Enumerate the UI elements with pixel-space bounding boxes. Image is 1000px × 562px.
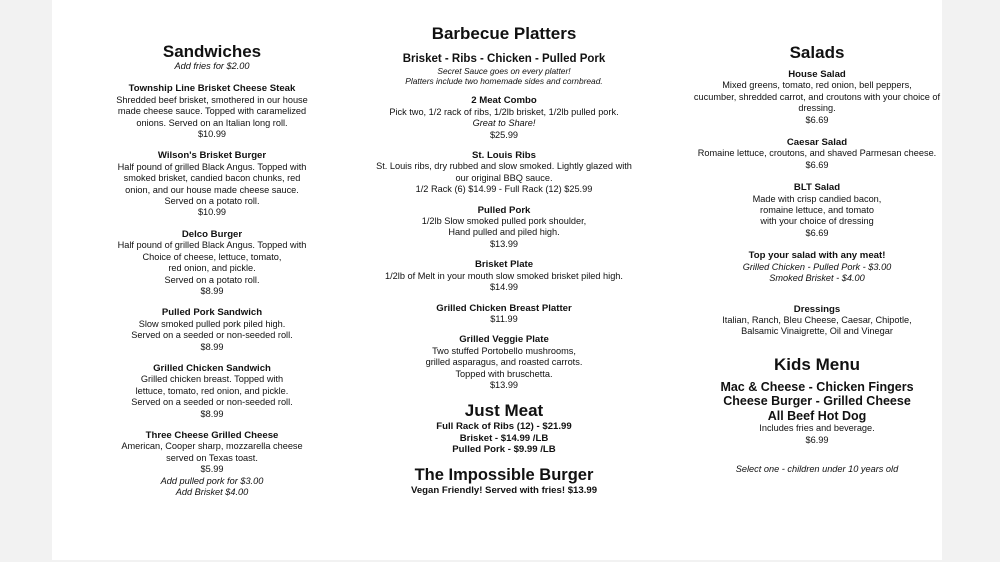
- kids-item-line: Mac & Cheese - Chicken Fingers: [720, 379, 914, 394]
- kids-menu-heading: Kids Menu: [774, 354, 860, 374]
- just-meat-line: Full Rack of Ribs (12) - $21.99: [436, 421, 572, 433]
- item-name: Grilled Chicken Sandwich: [153, 362, 271, 374]
- item-price: $6.69: [805, 159, 829, 170]
- item-name: Pulled Pork: [477, 204, 531, 216]
- item-desc-line: our original BBQ sauce.: [455, 172, 553, 183]
- menu-item-grilled-chicken-breast-platter: [364, 303, 644, 326]
- kids-menu-footer: Select one - children under 10 years old: [735, 464, 899, 475]
- item-price: $25.99: [489, 129, 519, 140]
- platters-note: Platters include two homemade sides and cornbread.: [405, 76, 603, 87]
- item-addon-note: Add Brisket $4.00: [175, 487, 249, 497]
- item-price: $13.99: [489, 238, 519, 249]
- item-desc-line: served on Texas toast.: [166, 452, 258, 463]
- impossible-burger-line: Vegan Friendly! Served with fries! $13.99: [410, 484, 598, 496]
- item-desc-line: Shredded beef brisket, smothered in our house: [116, 94, 308, 105]
- item-desc-line: American, Cooper sharp, mozzarella cheese: [121, 441, 303, 452]
- menu-item-grilled-chicken-sandwich: [92, 363, 332, 420]
- item-price: $6.69: [805, 114, 829, 125]
- sandwiches-column: [92, 0, 332, 498]
- sandwiches-subtitle: Add fries for $2.00: [174, 61, 250, 71]
- item-name: Grilled Veggie Plate: [459, 334, 549, 346]
- item-desc-line: Italian, Ranch, Bleu Cheese, Caesar, Chipotle,: [722, 314, 912, 325]
- item-name: Dressings: [793, 303, 841, 315]
- kids-item-line: Cheese Burger - Grilled Cheese: [723, 394, 911, 409]
- item-desc-line: dressing.: [798, 103, 836, 114]
- menu-item-st-louis-ribs: [364, 150, 644, 196]
- item-desc-line: onion, and our house made cheese sauce.: [125, 184, 299, 195]
- kids-menu-price: $6.99: [805, 434, 829, 445]
- item-desc-line: Served on a seeded or non-seeded roll.: [131, 397, 293, 408]
- item-desc-line: Made with crisp candied bacon,: [752, 193, 882, 204]
- platters-note: Secret Sauce goes on every platter!: [437, 66, 571, 76]
- menu-item-house-salad: [692, 69, 942, 126]
- kids-menu-items: [692, 380, 942, 424]
- item-note: Smoked Brisket - $4.00: [769, 273, 865, 284]
- impossible-burger-heading: The Impossible Burger: [414, 465, 594, 484]
- item-name: Wilson's Brisket Burger: [157, 150, 267, 162]
- item-desc-line: grilled asparagus, and roasted carrots.: [425, 357, 583, 368]
- item-name: Grilled Chicken Breast Platter: [436, 302, 572, 314]
- item-name: Caesar Salad: [786, 137, 848, 149]
- item-desc-line: made cheese sauce. Topped with caramelized: [117, 106, 307, 117]
- just-meat-line: Pulled Pork - $9.99 /LB: [452, 444, 556, 456]
- item-desc-line: red onion, and pickle.: [168, 263, 256, 274]
- item-addon-note: Add pulled pork for $3.00: [160, 475, 264, 486]
- menu-item-delco-burger: [92, 229, 332, 297]
- just-meat-heading: Just Meat: [464, 401, 544, 421]
- item-desc-line: Half pound of grilled Black Angus. Topped with: [117, 161, 307, 172]
- item-name: Pulled Pork Sandwich: [161, 307, 263, 319]
- item-name: 2 Meat Combo: [471, 95, 537, 107]
- menu-item-pulled-pork-sandwich: [92, 307, 332, 353]
- item-name: House Salad: [788, 69, 846, 80]
- salad-topping-options: [692, 250, 942, 284]
- item-price: $13.99: [489, 379, 519, 390]
- platters-column: [364, 0, 644, 496]
- item-desc-line: Two stuffed Portobello mushrooms,: [432, 345, 576, 356]
- platters-heading: Barbecue Platters: [431, 24, 577, 43]
- item-desc-line: Pick two, 1/2 rack of ribs, 1/2lb brisket, 1/2lb pulled pork.: [389, 106, 619, 117]
- menu-item-wilsons-brisket-burger: [92, 150, 332, 218]
- item-desc-line: Served on a seeded or non-seeded roll.: [131, 330, 293, 341]
- item-desc-line: Mixed greens, tomato, red onion, bell peppers,: [722, 80, 912, 91]
- item-desc-line: with your choice of dressing: [760, 216, 874, 227]
- item-price: $5.99: [200, 464, 224, 475]
- item-desc-line: cucumber, shredded carrot, and croutons with your choice of: [693, 91, 941, 102]
- item-name: St. Louis Ribs: [472, 150, 536, 162]
- menu-item-caesar-salad: [692, 137, 942, 171]
- item-name: Delco Burger: [181, 228, 243, 240]
- item-name: BLT Salad: [793, 182, 841, 194]
- item-desc-line: Choice of cheese, lettuce, tomato,: [142, 251, 282, 262]
- item-name: Township Line Brisket Cheese Steak: [128, 83, 296, 95]
- item-price: $10.99: [197, 207, 227, 218]
- menu-item-blt-salad: [692, 182, 942, 239]
- item-price: $6.69: [805, 227, 829, 238]
- platters-subtitle: Brisket - Ribs - Chicken - Pulled Pork: [402, 53, 606, 65]
- item-desc-line: onions. Served on an Italian long roll.: [136, 117, 288, 128]
- item-note: Great to Share!: [472, 118, 536, 129]
- item-note: Grilled Chicken - Pulled Pork - $3.00: [742, 261, 892, 272]
- salads-heading: Salads: [789, 43, 845, 62]
- item-name: Brisket Plate: [474, 259, 534, 271]
- item-desc-line: lettuce, tomato, red onion, and pickle.: [135, 385, 289, 396]
- item-desc-line: Balsamic Vinaigrette, Oil and Vinegar: [741, 326, 893, 337]
- item-desc-line: smoked brisket, candied bacon chunks, red: [123, 173, 301, 184]
- item-desc-line: 1/2lb of Melt in your mouth slow smoked brisket piled high.: [385, 270, 623, 281]
- item-name: Top your salad with any meat!: [748, 250, 886, 262]
- item-desc-line: Half pound of grilled Black Angus. Topped with: [117, 240, 307, 251]
- item-price: $8.99: [200, 285, 224, 296]
- item-price: $14.99: [489, 282, 519, 293]
- menu-item-three-cheese-grilled-cheese: [92, 430, 332, 498]
- item-desc-line: 1/2lb Slow smoked pulled pork shoulder,: [421, 216, 587, 227]
- salad-dressings: [692, 304, 942, 338]
- kids-menu-note: Includes fries and beverage.: [759, 423, 875, 434]
- menu-item-grilled-veggie-plate: [364, 334, 644, 391]
- item-price: $8.99: [200, 341, 224, 352]
- item-desc-line: St. Louis ribs, dry rubbed and slow smoked. Lightly glazed with: [376, 161, 632, 172]
- item-price: $10.99: [197, 129, 227, 140]
- item-price: $8.99: [200, 408, 224, 419]
- salads-column: [692, 0, 942, 475]
- menu-item-2-meat-combo: [364, 95, 644, 141]
- item-desc-line: Served on a potato roll.: [164, 196, 260, 207]
- menu-item-pulled-pork-platter: [364, 205, 644, 251]
- item-desc-line: Romaine lettuce, croutons, and shaved Parmesan cheese.: [697, 148, 937, 159]
- item-desc-line: Served on a potato roll.: [164, 274, 260, 285]
- item-price: $11.99: [490, 313, 518, 324]
- menu-item-township-line-brisket-cheese-steak: [92, 83, 332, 140]
- item-desc-line: Grilled chicken breast. Topped with: [140, 374, 284, 385]
- item-desc-line: romaine lettuce, and tomato: [760, 205, 874, 216]
- just-meat-line: Brisket - $14.99 /LB: [459, 432, 549, 444]
- item-price-line: 1/2 Rack (6) $14.99 - Full Rack (12) $25.99: [415, 184, 593, 195]
- item-name: Three Cheese Grilled Cheese: [145, 429, 279, 441]
- item-desc-line: Topped with bruschetta.: [455, 368, 553, 379]
- menu-page: [52, 0, 942, 560]
- item-desc-line: Hand pulled and piled high.: [448, 227, 560, 238]
- sandwiches-heading: Sandwiches: [162, 42, 262, 61]
- menu-item-brisket-plate: [364, 259, 644, 293]
- kids-item-line: All Beef Hot Dog: [767, 408, 867, 423]
- item-desc-line: Slow smoked pulled pork piled high.: [138, 318, 286, 329]
